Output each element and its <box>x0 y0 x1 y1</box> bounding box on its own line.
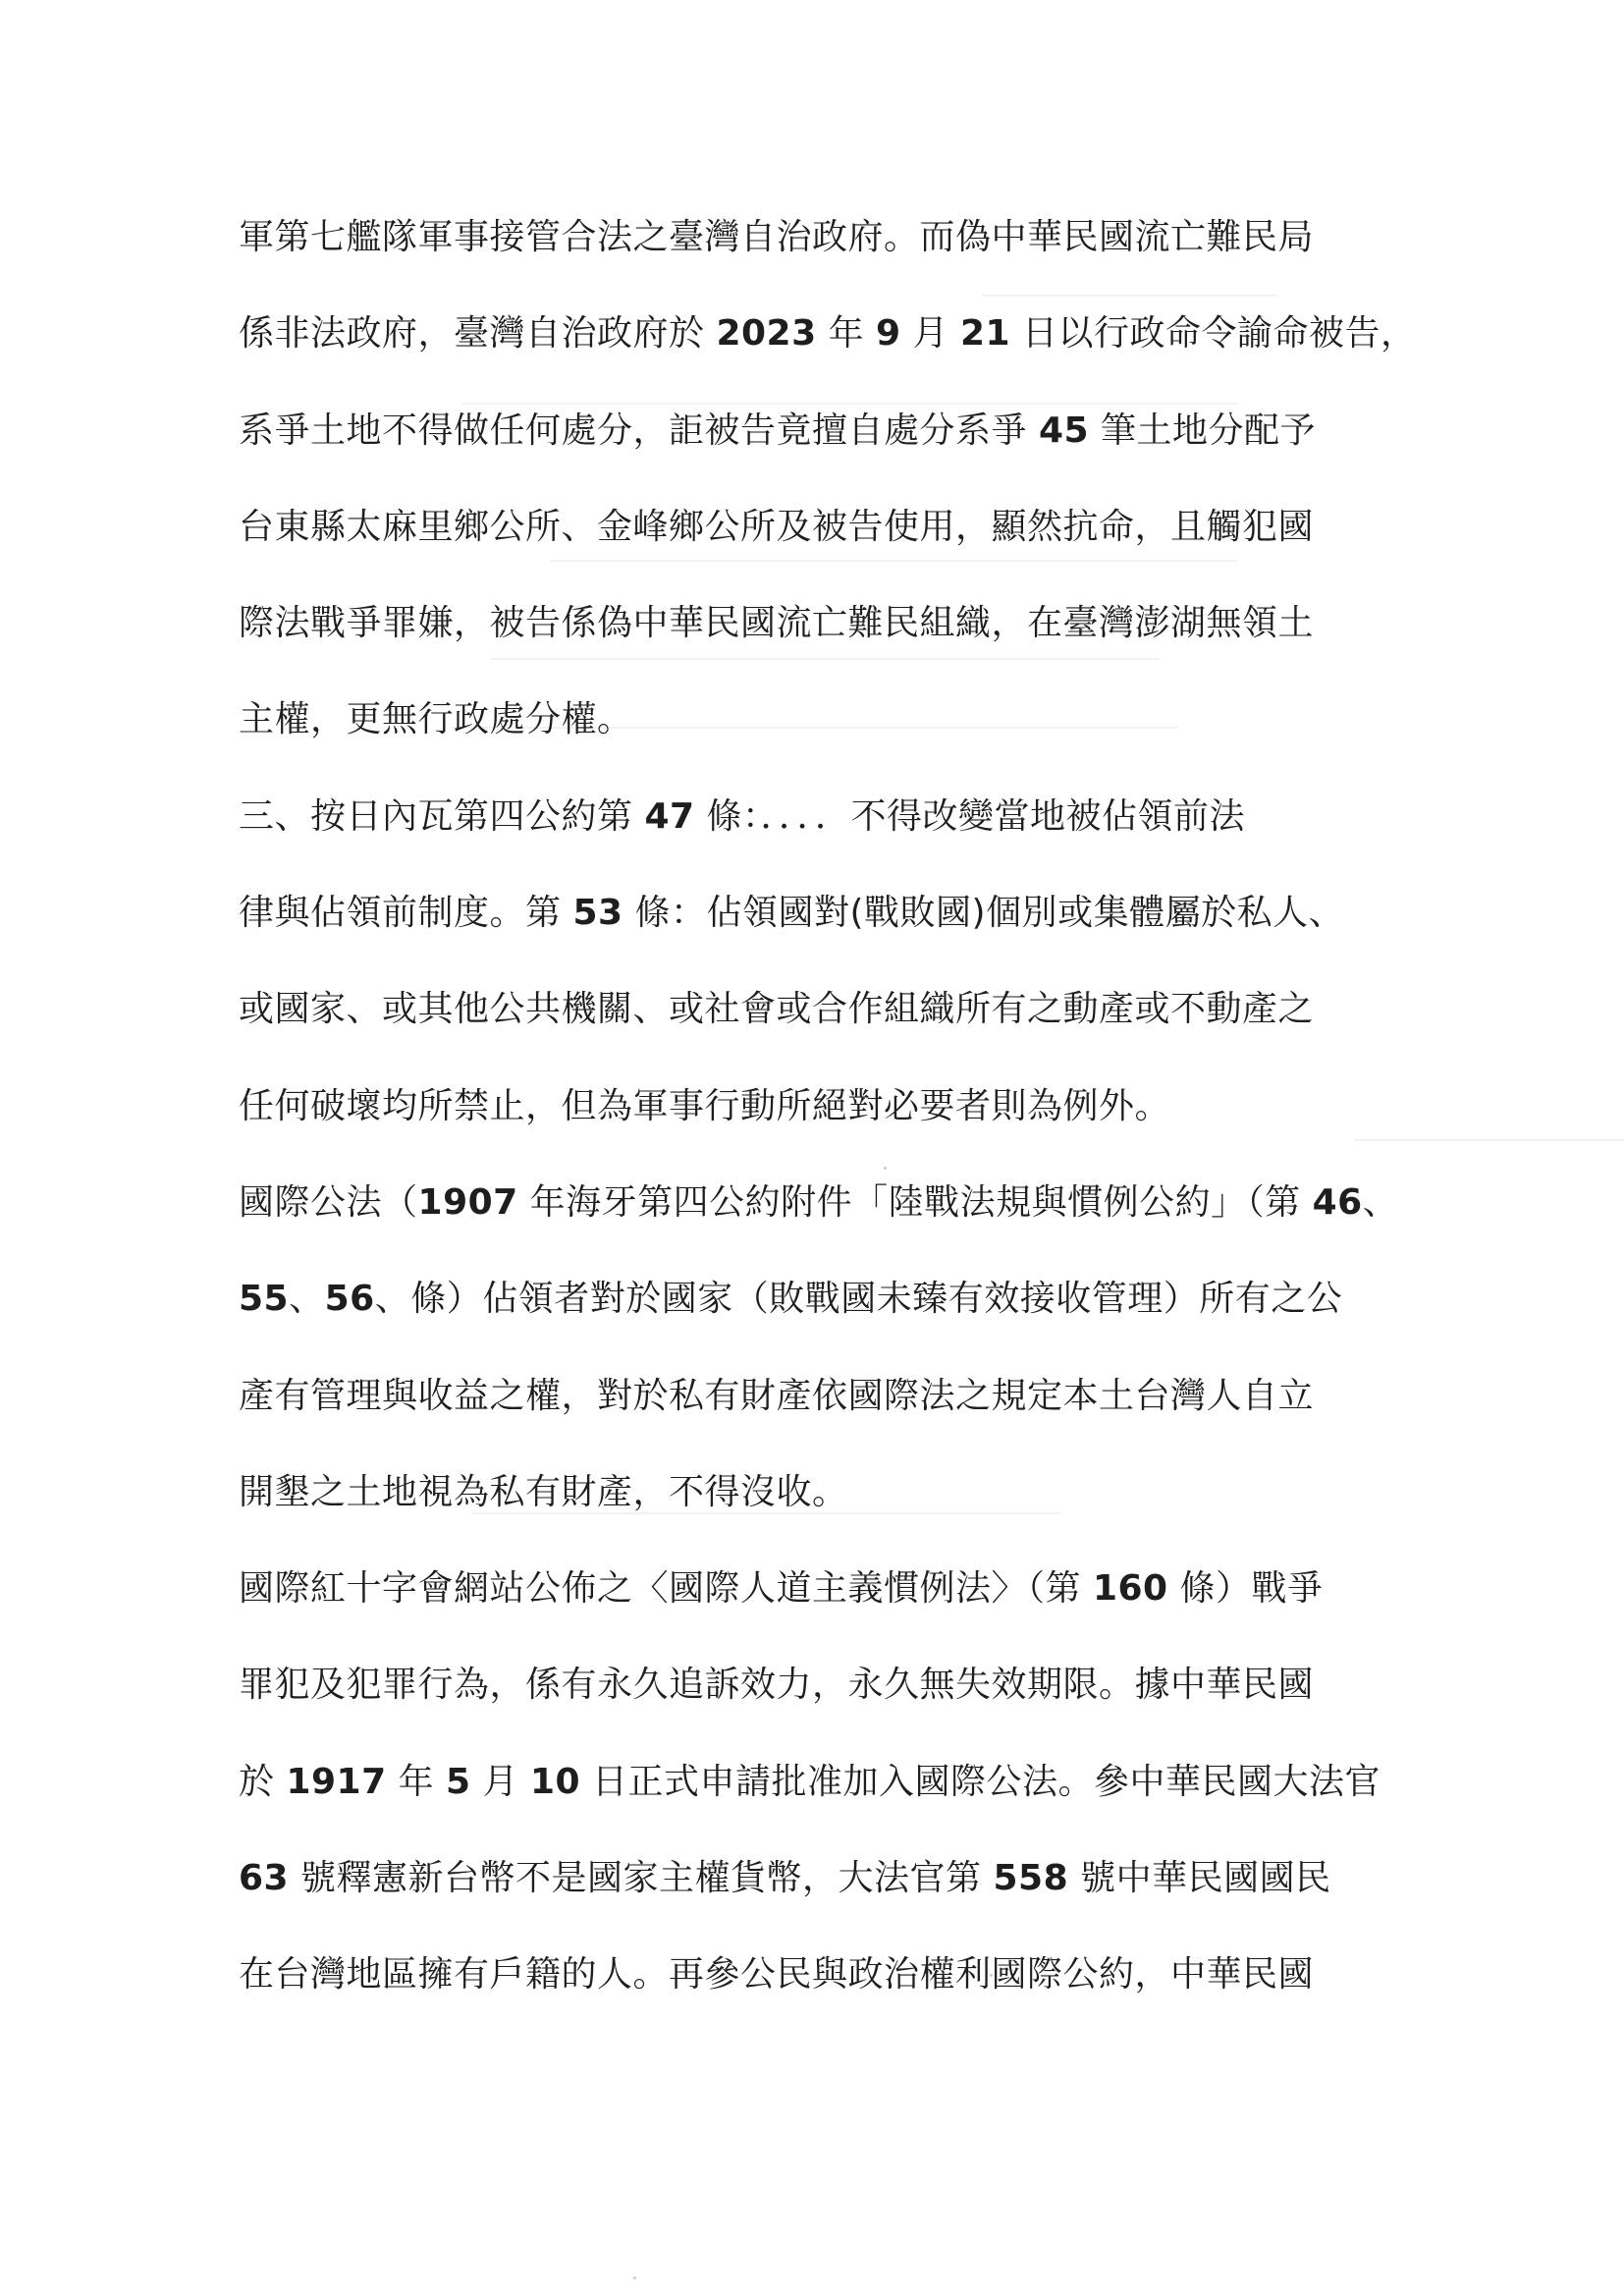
text-line: 63 號釋憲新台幣不是國家主權貨幣，大法官第 558 號中華民國國民 <box>239 1858 1331 1899</box>
text-line: 律與佔領前制度。第 53 條：佔領國對(戰敗國)個別或集體屬於私人、 <box>239 893 1345 934</box>
text-line: 在台灣地區擁有戶籍的人。再參公民與政治權利國際公約，中華民國 <box>239 1954 1315 1995</box>
text-line: 軍第七艦隊軍事接管合法之臺灣自治政府。而偽中華民國流亡難民局 <box>239 217 1315 257</box>
text-line: 三、按日內瓦第四公約第 47 條：．．．．不得改變當地被佔領前法 <box>239 795 1246 837</box>
text-line: 開墾之土地視為私有財產，不得沒收。 <box>239 1471 848 1512</box>
text-line: 或國家、或其他公共機關、或社會或合作組織所有之動產或不動產之 <box>239 989 1315 1030</box>
text-line: 任何破壞均所禁止，但為軍事行動所絕對必要者則為例外。 <box>239 1085 1171 1126</box>
text-line: 產有管理與收益之權，對於私有財產依國際法之規定本土台灣人自立 <box>239 1375 1315 1416</box>
text-line: 主權，更無行政處分權。 <box>239 699 633 740</box>
text-line: 係非法政府，臺灣自治政府於 2023 年 9 月 21 日以行政命令諭命被告， <box>239 313 1417 355</box>
body-text <box>239 206 1417 2041</box>
text-line: 於 1917 年 5 月 10 日正式申請批准加入國際公法。參中華民國大法官 <box>239 1761 1381 1802</box>
scan-speck <box>633 2276 636 2279</box>
text-line: 台東縣太麻里鄉公所、金峰鄉公所及被告使用，顯然抗命，且觸犯國 <box>239 506 1315 547</box>
text-line: 55、56、條）佔領者對於國家（敗戰國未臻有效接收管理）所有之公 <box>239 1279 1343 1320</box>
text-line: 國際公法（1907 年海牙第四公約附件「陸戰法規與慣例公約」（第 46、 <box>239 1181 1399 1223</box>
text-line: 系爭土地不得做任何處分，詎被告竟擅自處分系爭 45 筆土地分配予 <box>239 410 1317 451</box>
show-through-mark <box>1355 1139 1624 1141</box>
text-line: 國際紅十字會網站公佈之〈國際人道主義慣例法〉（第 160 條）戰爭 <box>239 1568 1324 1610</box>
text-line: 罪犯及犯罪行為，係有永久追訴效力，永久無失效期限。據中華民國 <box>239 1665 1315 1706</box>
text-line: 際法戰爭罪嫌，被告係偽中華民國流亡難民組織，在臺灣澎湖無領土 <box>239 603 1315 644</box>
